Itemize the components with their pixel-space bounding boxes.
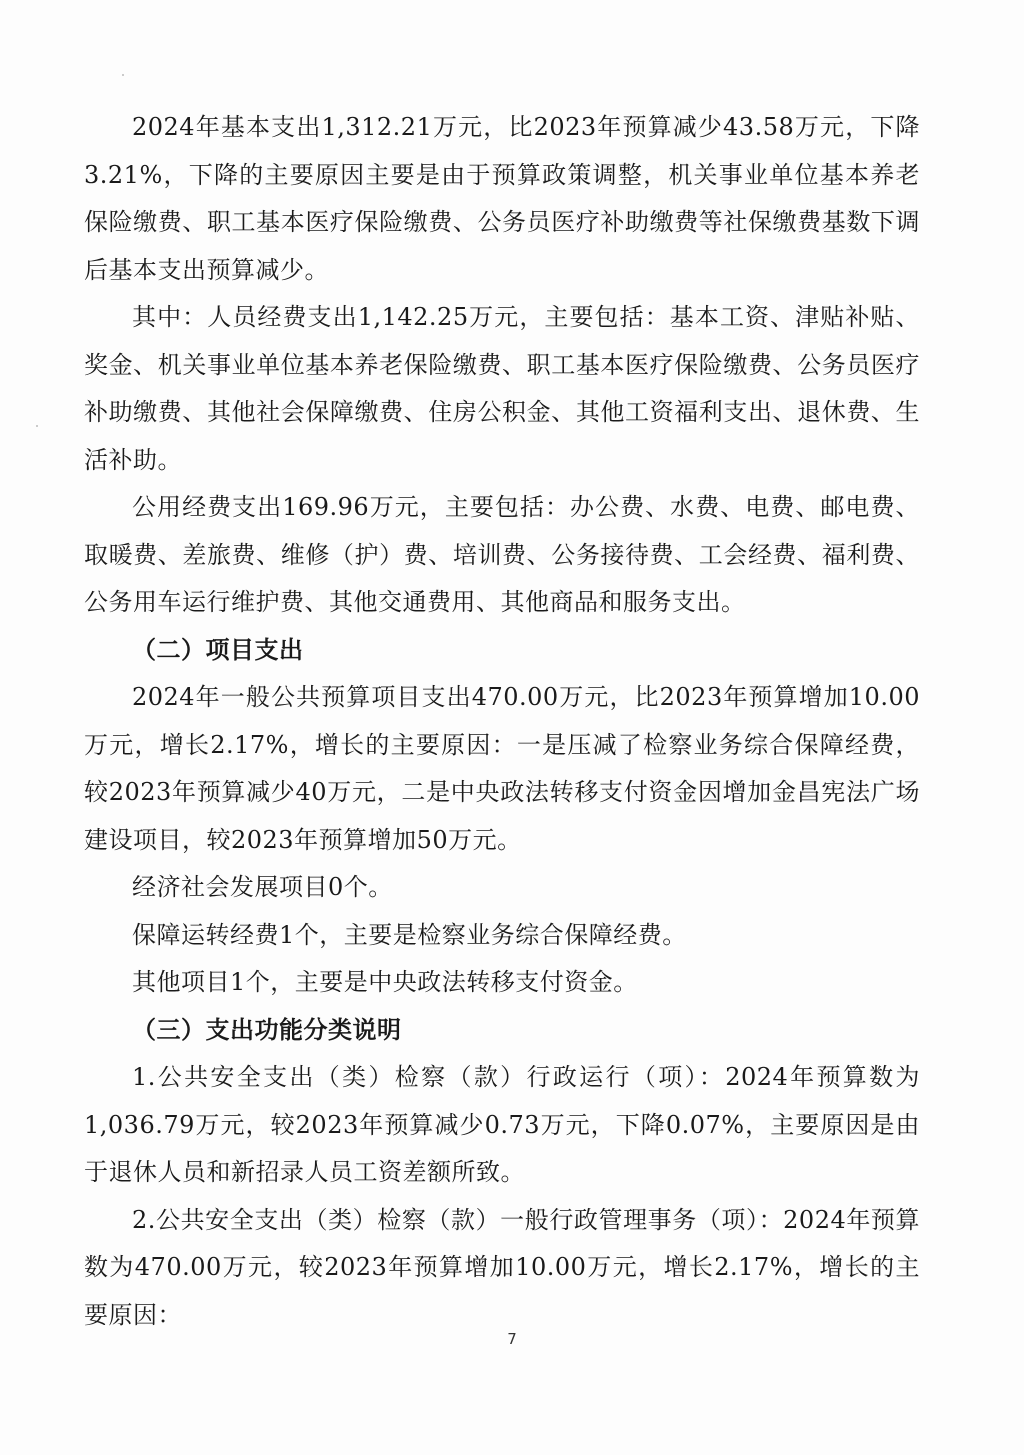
paragraph-operation-funds: 保障运转经费1个，主要是检察业务综合保障经费。 — [132, 920, 687, 949]
paragraph-public-expenditure: 公用经费支出169.96万元，主要包括：办公费、水费、电费、邮电费、取暖费、差旅费、维修（护）费、培训费、公务接待费、工会经费、福利费、公务用车运行维护费、其他交通费用、其他商品和服务支出。 — [84, 493, 920, 616]
paragraph-basic-expenditure: 2024年基本支出1,312.21万元，比2023年预算减少43.58万元，下降3.21%，下降的主要原因主要是由于预算政策调整，机关事业单位基本养老保险缴费、职工基本医疗保险缴费、公务员医疗补助缴费等社保缴费基数下调后基本支出预算减少。 — [84, 113, 920, 284]
paragraph-personnel-expenditure: 其中：人员经费支出1,142.25万元，主要包括：基本工资、津贴补贴、奖金、机关事业单位基本养老保险缴费、职工基本医疗保险缴费、公务员医疗补助缴费、其他社会保障缴费、住房公积金、其他工资福利支出、退休费、生活补助。 — [84, 303, 920, 474]
section-heading-functional-classification: （三）支出功能分类说明 — [132, 1015, 402, 1044]
paragraph-administrative-operation: 1.公共安全支出（类）检察（款）行政运行（项）：2024年预算数为1,036.79万元，较2023年预算减少0.73万元，下降0.07%，主要原因是由于退休人员和新招录人员工资差额所致。 — [84, 1063, 920, 1186]
scan-speck — [36, 425, 38, 427]
scan-speck — [122, 74, 124, 76]
paragraph-other-projects: 其他项目1个，主要是中央政法转移支付资金。 — [132, 968, 638, 996]
paragraph-project-expenditure: 2024年一般公共预算项目支出470.00万元，比2023年预算增加10.00万元，增长2.17%，增长的主要原因：一是压减了检察业务综合保障经费，较2023年预算减少40万元，二是中央政法转移支付资金因增加金昌宪法广场建设项目，较2023年预算增加50万元。 — [84, 683, 920, 854]
section-heading-project-expenditure: （二）项目支出 — [132, 635, 304, 664]
paragraph-economic-projects: 经济社会发展项目0个。 — [132, 873, 393, 901]
paragraph-general-administration: 2.公共安全支出（类）检察（款）一般行政管理事务（项）：2024年预算数为470.00万元，较2023年预算增加10.00万元，增长2.17%，增长的主要原因： — [84, 1205, 920, 1329]
document-body — [84, 104, 920, 1339]
page-number: 7 — [507, 1330, 517, 1348]
